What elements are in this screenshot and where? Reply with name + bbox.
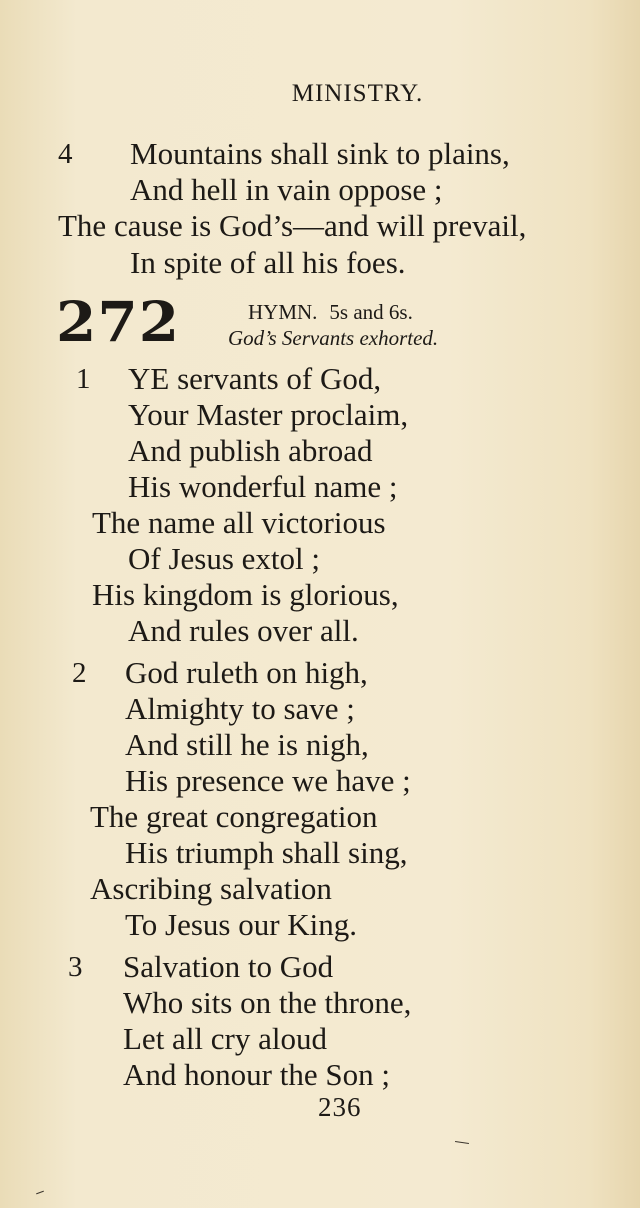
verse-number: 1: [76, 363, 91, 395]
hymn-line: His triumph shall sing,: [125, 835, 408, 870]
hymn-line: And hell in vain oppose ;: [130, 172, 443, 207]
hymn-number: 272: [56, 289, 181, 355]
hymn-line: His presence we have ;: [125, 763, 411, 798]
hymn-line: To Jesus our King.: [125, 907, 358, 942]
hymn-line: Mountains shall sink to plains,: [130, 136, 510, 171]
hymn-line: Ascribing salvation: [90, 871, 332, 906]
stray-mark: [455, 1141, 469, 1144]
hymn-line: The name all victorious: [92, 505, 386, 540]
hymn-line: The great congregation: [90, 799, 378, 834]
hymn-line: Salvation to God: [123, 949, 334, 984]
hymn-line: Your Master proclaim,: [128, 397, 409, 432]
hymn-line: And honour the Son ;: [123, 1057, 390, 1092]
hymn-line: God ruleth on high,: [125, 655, 368, 690]
hymn-line: And still he is nigh,: [125, 727, 369, 762]
hymn-line: Who sits on the throne,: [123, 985, 412, 1020]
running-head: MINISTRY.: [291, 80, 424, 107]
hymn-subtitle: God’s Servants exhorted.: [228, 326, 439, 350]
hymn-line: His kingdom is glorious,: [92, 577, 399, 612]
hymn-line: Almighty to save ;: [125, 691, 355, 726]
verse-number: 4: [58, 138, 73, 170]
hymn-line: YE servants of God,: [128, 361, 382, 396]
hymn-line: His wonderful name ;: [128, 469, 398, 504]
page-number: 236: [318, 1092, 362, 1122]
verse-number: 3: [68, 951, 83, 983]
hymn-line: In spite of all his foes.: [130, 245, 406, 280]
verse-number: 2: [72, 657, 87, 689]
hymn-meter: 5s and 6s.: [329, 300, 413, 324]
stray-mark: [36, 1191, 44, 1195]
hymn-line: And publish abroad: [128, 433, 373, 468]
hymn-heading: [248, 300, 413, 325]
hymn-line: The cause is God’s—and will prevail,: [58, 208, 527, 243]
hymn-line: Of Jesus extol ;: [128, 541, 321, 576]
hymn-line: Let all cry aloud: [123, 1021, 327, 1056]
hymn-line: And rules over all.: [128, 613, 359, 648]
hymn-label: HYMN.: [248, 300, 318, 324]
